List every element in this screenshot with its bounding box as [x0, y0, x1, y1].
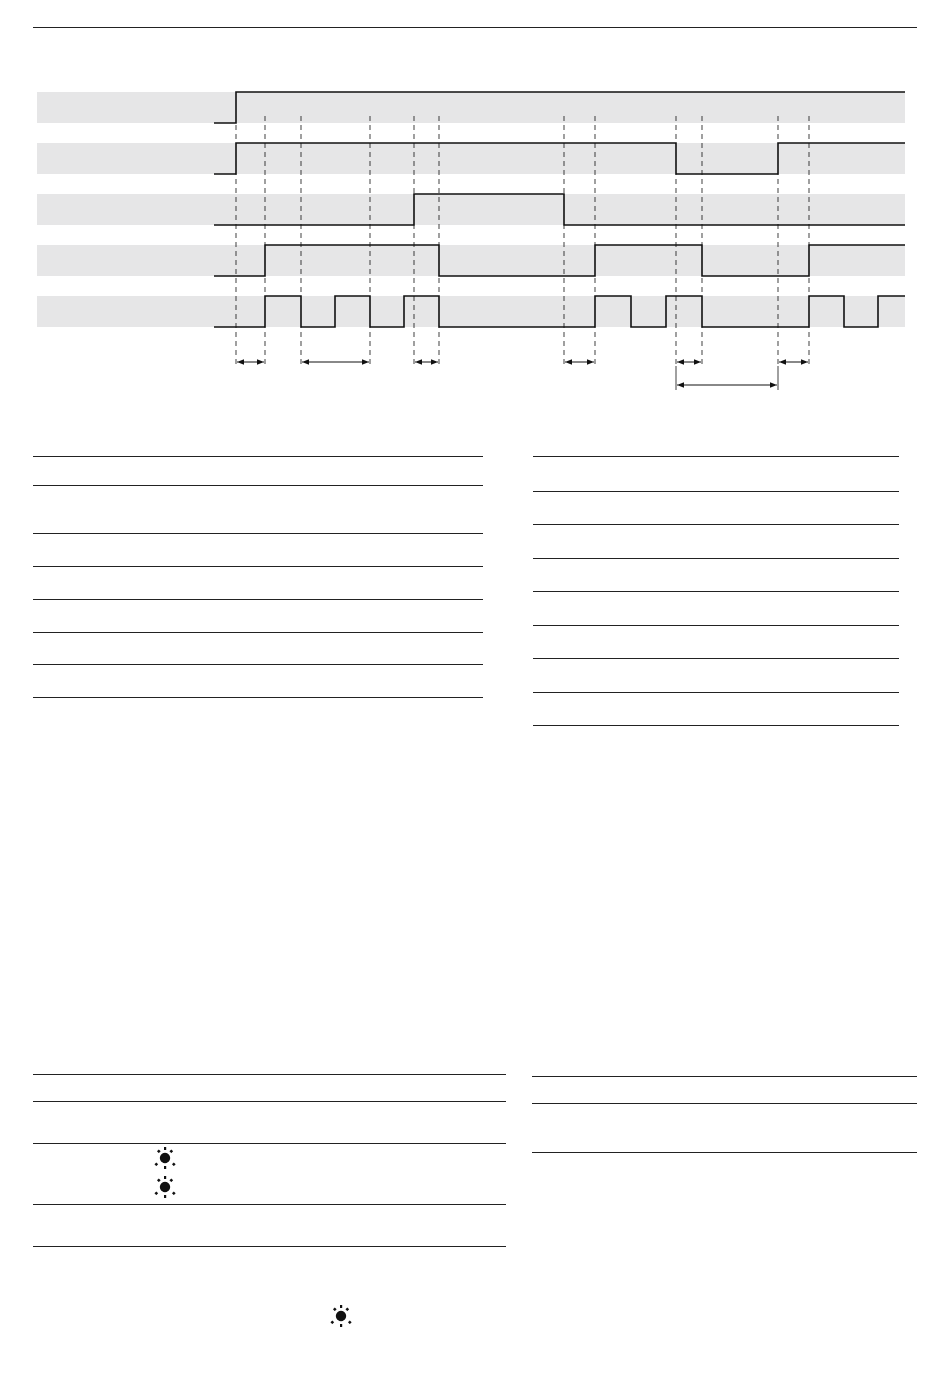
signal-band — [37, 296, 905, 327]
table-rule — [33, 485, 483, 486]
table-rule — [33, 664, 483, 665]
timing-diagram — [0, 0, 950, 400]
signal-band — [37, 143, 905, 174]
signal-band — [37, 92, 905, 123]
table-rule — [33, 697, 483, 698]
table-rule — [533, 591, 899, 592]
table-rule — [532, 1103, 917, 1104]
signal-band — [37, 245, 905, 276]
table-rule — [533, 658, 899, 659]
table-rule — [33, 1074, 506, 1075]
signal-band — [37, 194, 905, 225]
table-rule — [33, 533, 483, 534]
table-rule — [532, 1076, 917, 1077]
table-rule — [533, 558, 899, 559]
table-rule — [33, 566, 483, 567]
table-rule — [33, 1204, 506, 1205]
table-rule — [33, 1143, 506, 1144]
led-flashing-icon — [152, 1174, 178, 1200]
led-flashing-icon — [152, 1145, 178, 1171]
table-rule — [33, 599, 483, 600]
table-rule — [533, 625, 899, 626]
table-rule — [533, 456, 899, 457]
table-rule — [33, 456, 483, 457]
table-rule — [33, 632, 483, 633]
table-rule — [33, 1246, 506, 1247]
table-rule — [532, 1152, 917, 1153]
led-flashing-icon — [328, 1303, 354, 1329]
table-rule — [533, 491, 899, 492]
table-rule — [33, 1101, 506, 1102]
table-rule — [533, 725, 899, 726]
table-rule — [533, 524, 899, 525]
table-rule — [533, 692, 899, 693]
